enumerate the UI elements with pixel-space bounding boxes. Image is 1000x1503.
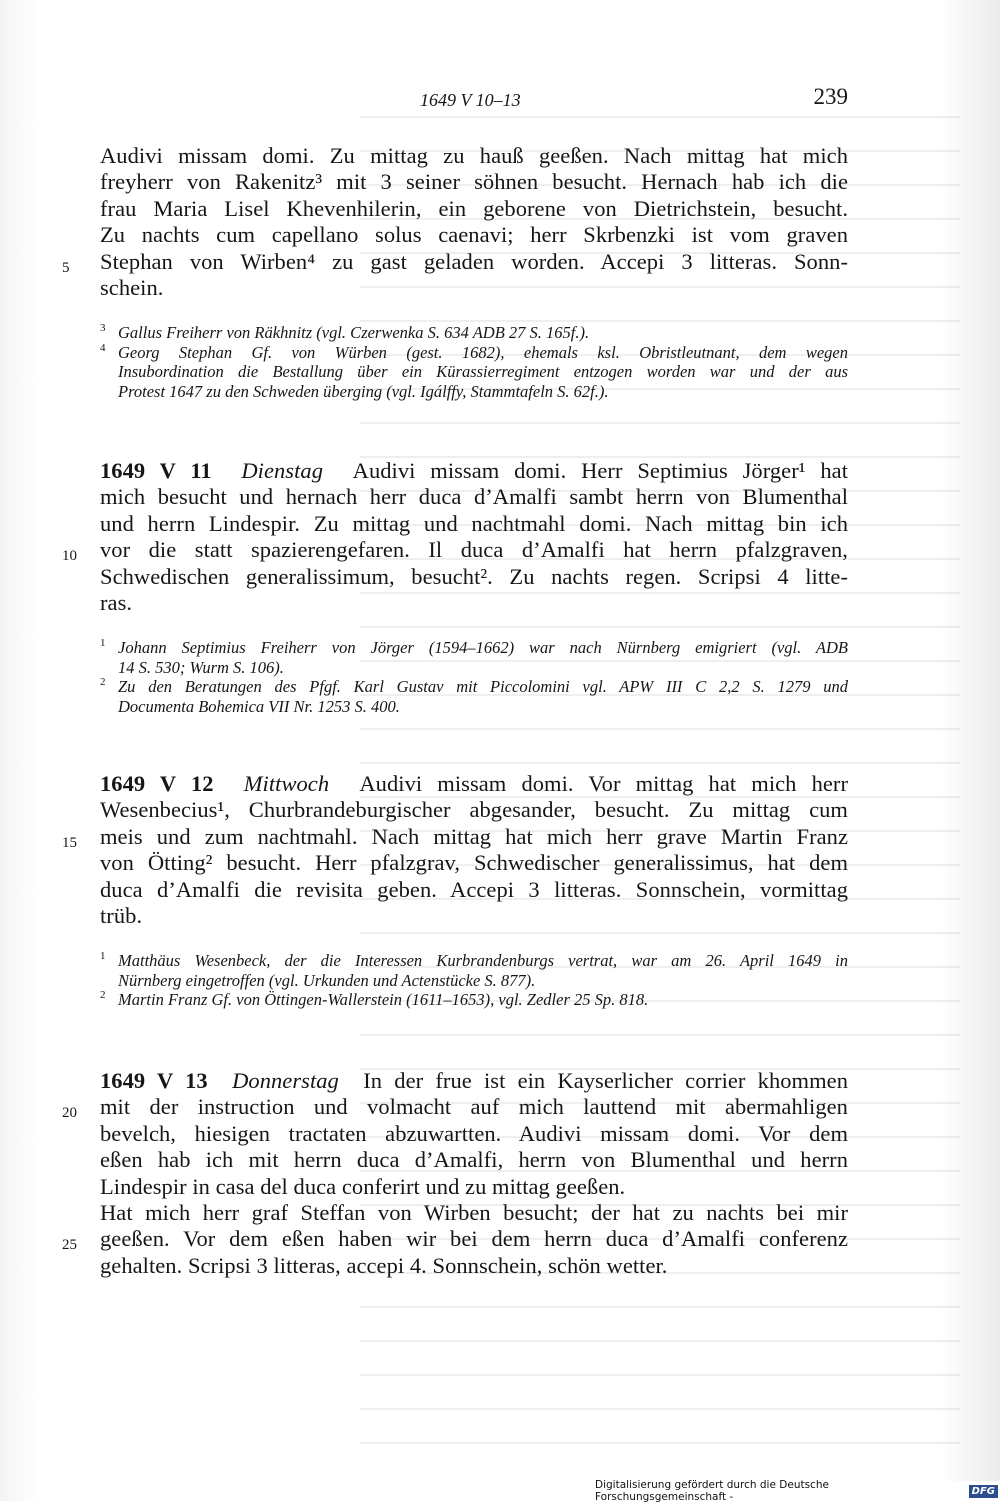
- entry-1649-v-10: [62, 143, 848, 401]
- text-line: und herrn Lindespir. Zu mittag und nachtmahl domi. Nach mittag bin ich: [100, 510, 848, 536]
- text-line: [62, 537, 848, 565]
- text-line-content: Audivi missam domi. Vor mittag hat mich herr: [359, 771, 849, 796]
- footnote: [100, 343, 848, 402]
- text-line-content: meis und zum nachtmahl. Nach mittag hat mich herr grave Martin Franz: [100, 823, 848, 849]
- text-line: [100, 458, 848, 484]
- entry-weekday: Dienstag: [241, 458, 323, 483]
- line-number: 25: [62, 1237, 78, 1254]
- text-line: frau Maria Lisel Khevenhilerin, ein geborene von Dietrichstein, besucht.: [100, 195, 848, 221]
- digitization-credit: [595, 1481, 1000, 1501]
- entry-date: 1649 V 11: [100, 458, 212, 483]
- footnote-line: Protest 1647 zu den Schweden überging (vgl. Igálffy, Stammtafeln S. 62f.).: [118, 381, 609, 401]
- footnote: [100, 638, 848, 677]
- text-line: [62, 1226, 848, 1254]
- text-line-content: Stephan von Wirben⁴ zu gast geladen worden. Accepi 3 litteras. Sonn-: [100, 248, 848, 274]
- footnote-line: Georg Stephan Gf. von Würben (gest. 1682), ehemals ksl. Obristleutnant, dem wegen: [118, 342, 848, 362]
- footnote: [100, 323, 848, 343]
- line-number: 20: [62, 1105, 78, 1122]
- text-line: ras.: [100, 590, 133, 616]
- footnote-mark: 3: [100, 322, 106, 335]
- text-line: schein.: [100, 275, 164, 301]
- entry-1649-v-12: [62, 771, 849, 1010]
- text-line: [62, 823, 848, 851]
- text-line: freyherr von Rakenitz³ mit 3 seiner söhnen besucht. Hernach hab ich die: [100, 169, 848, 195]
- footnote-line: Documenta Bohemica VII Nr. 1253 S. 400.: [118, 696, 400, 716]
- text-line: [62, 248, 848, 276]
- entry-body: [62, 771, 849, 929]
- entry-1649-v-13: [62, 1068, 848, 1279]
- footnote-mark: 2: [100, 989, 106, 1002]
- text-line: Lindespir in casa del duca conferirt und zu mittag geeßen.: [100, 1173, 626, 1199]
- text-line: bevelch, hiesigen tractaten abzuwartten. Audivi missam domi. Vor dem: [100, 1120, 848, 1146]
- text-line-content: Audivi missam domi. Herr Septimius Jörger¹ hat: [352, 458, 848, 483]
- footnote-line: Martin Franz Gf. von Öttingen-Wallerstein (1611–1653), vgl. Zedler 25 Sp. 818.: [118, 990, 649, 1010]
- entry-body: [62, 143, 848, 301]
- entry-body: [62, 458, 848, 616]
- text-line: [100, 1068, 848, 1094]
- footnote-line: Insubordination die Bestallung über ein Kürassierregiment entzogen worden war und der aus: [118, 362, 848, 382]
- text-line: Zu nachts cum capellano solus caenavi; herr Skrbenzki ist vom graven: [100, 222, 848, 248]
- text-line: [100, 771, 848, 797]
- footnotes: [100, 323, 848, 401]
- footnote-mark: 1: [100, 637, 106, 650]
- text-line: Audivi missam domi. Zu mittag zu hauß geeßen. Nach mittag hat mich: [100, 143, 848, 168]
- text-line: duca d’Amalfi die revisita geben. Accepi 3 litteras. Sonnschein, vormittag: [100, 876, 848, 902]
- footnote-line: Gallus Freiherr von Räkhnitz (vgl. Czerwenka S. 634 ADB 27 S. 165f.).: [118, 323, 590, 343]
- dfg-logo: DFG: [969, 1485, 998, 1498]
- text-line-content: mit der instruction und volmacht auf mich lauttend mit abermahligen: [100, 1094, 848, 1120]
- footnote-mark: 4: [100, 341, 106, 354]
- text-line-content: vor die statt spazierengefaren. Il duca d’Amalfi hat herrn pfalzgraven,: [100, 537, 848, 563]
- credit-text: Digitalisierung gefördert durch die Deutsche Forschungsgemeinschaft -: [595, 1479, 829, 1503]
- footnote-line: Nürnberg eingetroffen (vgl. Urkunden und Actenstücke S. 877).: [118, 970, 536, 990]
- entry-body: [62, 1068, 848, 1279]
- footnotes: [100, 951, 848, 1010]
- footnote-mark: 2: [100, 676, 106, 689]
- footnote-line: 14 S. 530; Wurm S. 106).: [118, 657, 284, 677]
- footnotes: [100, 638, 848, 716]
- text-line: eßen hab ich mit herrn duca d’Amalfi, herrn von Blumenthal und herrn: [100, 1147, 848, 1173]
- footnote-line: Matthäus Wesenbeck, der die Interessen Kurbrandenburgs vertrat, war am 26. April 1649 in: [118, 951, 848, 971]
- text-line: von Ötting² besucht. Herr pfalzgrav, Schwedischer generalissimus, hat dem: [100, 850, 848, 876]
- text-line: [62, 1094, 848, 1122]
- entry-1649-v-11: [62, 458, 848, 716]
- footnote: [100, 677, 848, 716]
- entry-date: 1649 V 12: [100, 771, 214, 796]
- entry-date: 1649 V 13: [100, 1068, 208, 1093]
- line-number: 15: [62, 834, 78, 851]
- footnote: [100, 951, 848, 990]
- footnote-line: Johann Septimius Freiherr von Jörger (1594–1662) war nach Nürnberg emigriert (vgl. ADB: [118, 638, 848, 658]
- running-head-title: 1649 V 10–13: [420, 90, 521, 110]
- text-line-content: geeßen. Vor dem eßen haben wir bei dem herrn duca d’Amalfi conferenz: [100, 1226, 848, 1252]
- footnote-line: Zu den Beratungen des Pfgf. Karl Gustav mit Piccolomini vgl. APW III C 2,2 S. 1279 und: [118, 677, 848, 697]
- footnote-mark: 1: [100, 950, 106, 963]
- footnote: [100, 990, 848, 1010]
- entry-weekday: Donnerstag: [232, 1068, 339, 1093]
- entry-weekday: Mittwoch: [243, 771, 330, 796]
- line-number: 10: [62, 548, 78, 565]
- text-line: Wesenbecius¹, Churbrandeburgischer abgesander, besucht. Zu mittag cum: [100, 797, 848, 823]
- text-line: mich besucht und hernach herr duca d’Amalfi sambt herrn von Blumenthal: [100, 484, 848, 510]
- page-number: 239: [813, 84, 848, 109]
- text-line-content: In der frue ist ein Kayserlicher corrier khommen: [363, 1068, 848, 1093]
- line-number: 5: [62, 259, 70, 276]
- text-line: Hat mich herr graf Steffan von Wirben besucht; der hat zu nachts bei mir: [100, 1200, 848, 1226]
- text-line: gehalten. Scripsi 3 litteras, accepi 4. Sonnschein, schön wetter.: [100, 1252, 668, 1278]
- text-line: Schwedischen generalissimum, besucht². Zu nachts regen. Scripsi 4 litte-: [100, 563, 848, 589]
- text-line: trüb.: [100, 903, 143, 929]
- running-head: [100, 84, 848, 118]
